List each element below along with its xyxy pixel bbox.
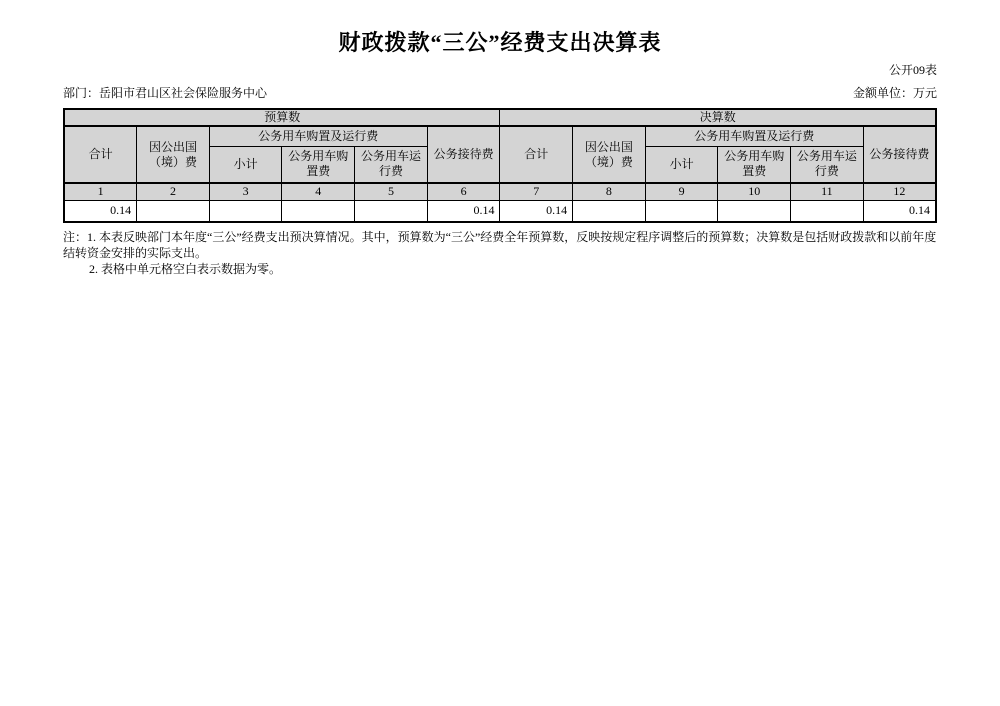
budget-vehicle-subtotal-header: 小计 <box>209 146 282 183</box>
section-header-row <box>64 109 936 126</box>
data-cell <box>355 200 428 222</box>
column-number: 1 <box>64 183 137 200</box>
column-number: 9 <box>645 183 718 200</box>
meta-row <box>63 86 937 100</box>
final-abroad-header: 因公出国（境）费 <box>573 126 646 183</box>
budget-section-header: 预算数 <box>64 109 500 126</box>
data-cell: 0.14 <box>500 200 573 222</box>
footnotes <box>63 229 937 277</box>
column-number: 10 <box>718 183 791 200</box>
group-header-row <box>64 126 936 146</box>
data-cell <box>573 200 646 222</box>
column-number: 7 <box>500 183 573 200</box>
final-vehicle-subtotal-header: 小计 <box>645 146 718 183</box>
final-vehicle-group-header: 公务用车购置及运行费 <box>645 126 863 146</box>
final-reception-header: 公务接待费 <box>863 126 936 183</box>
three-public-expense-table <box>63 108 937 223</box>
department-label: 部门：岳阳市君山区社会保险服务中心 <box>63 86 268 100</box>
note-1: 注：1. 本表反映部门本年度“三公”经费支出预决算情况。其中，预算数为“三公”经费全年预算数，反映按规定程序调整后的预算数；决算数是包括财政拨款和以前年度结转资金安排的实际支出。 <box>63 230 937 260</box>
data-cell <box>137 200 210 222</box>
note-2: 2. 表格中单元格空白表示数据为零。 <box>89 262 282 276</box>
final-vehicle-purchase-header: 公务用车购置费 <box>718 146 791 183</box>
column-number: 4 <box>282 183 355 200</box>
data-cell: 0.14 <box>427 200 500 222</box>
column-number: 6 <box>427 183 500 200</box>
data-cell <box>791 200 864 222</box>
budget-abroad-header: 因公出国（境）费 <box>137 126 210 183</box>
unit-label: 金额单位：万元 <box>852 86 937 100</box>
page-title: 财政拨款“三公”经费支出决算表 <box>338 30 662 55</box>
data-cell <box>718 200 791 222</box>
column-number-row <box>64 183 936 200</box>
data-cell: 0.14 <box>863 200 936 222</box>
final-vehicle-operation-header: 公务用车运行费 <box>791 146 864 183</box>
data-cell <box>282 200 355 222</box>
final-total-header: 合计 <box>500 126 573 183</box>
data-row <box>64 200 936 222</box>
column-number: 5 <box>355 183 428 200</box>
budget-vehicle-purchase-header: 公务用车购置费 <box>282 146 355 183</box>
column-number: 2 <box>137 183 210 200</box>
data-cell <box>645 200 718 222</box>
budget-vehicle-group-header: 公务用车购置及运行费 <box>209 126 427 146</box>
data-cell: 0.14 <box>64 200 137 222</box>
budget-total-header: 合计 <box>64 126 137 183</box>
budget-vehicle-operation-header: 公务用车运行费 <box>355 146 428 183</box>
column-number: 8 <box>573 183 646 200</box>
final-section-header: 决算数 <box>500 109 936 126</box>
data-cell <box>209 200 282 222</box>
column-number: 3 <box>209 183 282 200</box>
form-code-label: 公开09表 <box>888 63 937 77</box>
column-number: 12 <box>863 183 936 200</box>
column-number: 11 <box>791 183 864 200</box>
budget-reception-header: 公务接待费 <box>427 126 500 183</box>
